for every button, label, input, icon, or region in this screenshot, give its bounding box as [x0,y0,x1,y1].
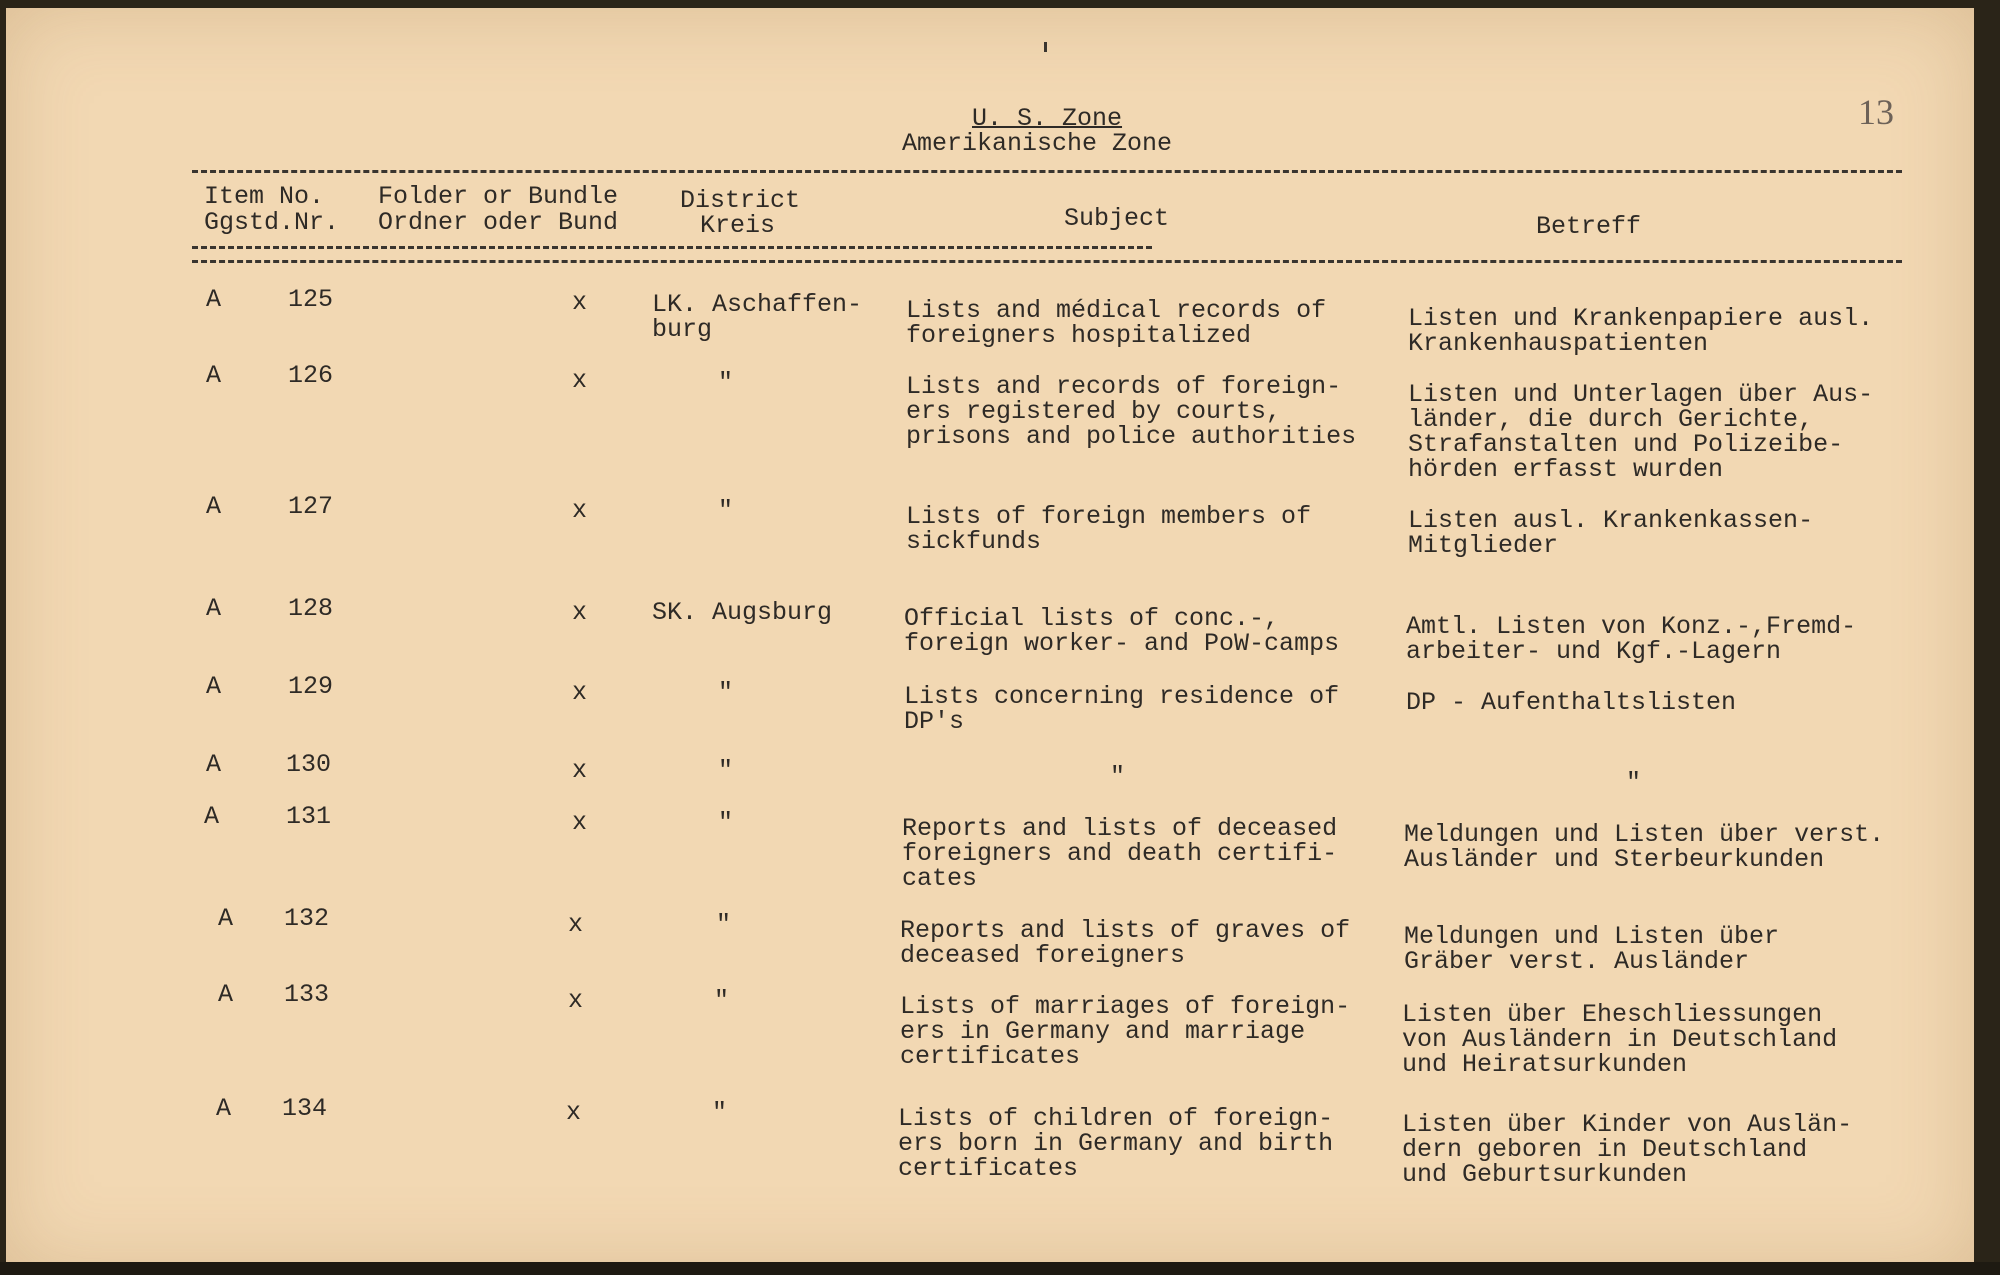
row-bundle-mark: x [566,1098,582,1127]
row-district: " [718,368,734,397]
column-district-en: District [680,186,801,215]
row-prefix: A [218,904,234,933]
row-number: 132 [284,904,330,933]
row-subject: " [1110,762,1126,791]
row-subject: Reports and lists of graves of deceased foreigners [900,916,1351,970]
row-subject: Lists of children of foreign- ers born in Germany and birth certificates [898,1104,1334,1183]
row-district: " [712,1098,728,1127]
row-betreff: Listen über Eheschliessungen von Ausländern in Deutschland und Heiratsurkunden [1402,1000,1838,1079]
row-betreff: Listen über Kinder von Auslän- dern geboren in Deutschland und Geburtsurkunden [1402,1110,1853,1189]
row-subject: Lists of foreign members of sickfunds [906,502,1312,556]
row-prefix: A [206,361,222,390]
row-district: SK. Augsburg [652,598,833,627]
row-betreff: Amtl. Listen von Konz.-,Fremd- arbeiter- und Kgf.-Lagern [1406,612,1857,666]
row-subject: Lists of marriages of foreign- ers in Germany and marriage certificates [900,992,1351,1071]
row-bundle-mark: x [568,910,584,939]
header-rule-top [192,170,1902,173]
row-district: " [718,756,734,785]
zone-title-de: Amerikanische Zone [902,129,1173,158]
row-prefix: A [206,594,222,623]
column-item-en: Item No. [204,182,325,211]
row-betreff: Listen und Unterlagen über Aus- länder, die durch Gerichte, Strafanstalten und Polizeibe- hörden erfasst wurden [1408,380,1874,484]
column-subject: Subject [1064,204,1170,233]
zone-title-en: U. S. Zone [972,104,1123,133]
row-district: " [716,910,732,939]
row-number: 127 [288,492,334,521]
row-betreff: Listen und Krankenpapiere ausl. Krankenhauspatienten [1408,304,1874,358]
header-rule-bottom [192,260,1902,263]
row-subject: Lists concerning residence of DP's [904,682,1340,736]
page-edge-shadow [0,1262,2000,1275]
row-district: " [718,808,734,837]
row-betreff: Meldungen und Listen über verst. Ausländer und Sterbeurkunden [1404,820,1885,874]
row-number: 128 [288,594,334,623]
row-subject: Lists and records of foreign- ers registered by courts, prisons and police authorities [906,372,1357,451]
row-prefix: A [206,750,222,779]
row-betreff: Listen ausl. Krankenkassen- Mitglieder [1408,506,1814,560]
row-bundle-mark: x [572,496,588,525]
row-subject: Reports and lists of deceased foreigners and death certifi- cates [902,814,1338,893]
column-item-de: Ggstd.Nr. [204,208,340,237]
row-prefix: A [218,980,234,1009]
row-bundle-mark: x [572,366,588,395]
row-bundle-mark: x [568,986,584,1015]
row-betreff: DP - Aufenthaltslisten [1406,688,1737,717]
column-district-de: Kreis [700,211,776,240]
row-number: 130 [286,750,332,779]
row-prefix: A [204,802,220,831]
row-bundle-mark: x [572,678,588,707]
column-folder-de: Ordner oder Bund [378,208,619,237]
row-number: 125 [288,285,334,314]
row-prefix: A [206,492,222,521]
row-prefix: A [216,1094,232,1123]
row-bundle-mark: x [572,808,588,837]
row-subject: Official lists of conc.-, foreign worker- and PoW-camps [904,604,1340,658]
row-number: 126 [288,361,334,390]
row-number: 129 [288,672,334,701]
row-bundle-mark: x [572,288,588,317]
row-number: 131 [286,802,332,831]
column-betreff: Betreff [1536,212,1642,241]
row-district: " [714,986,730,1015]
row-betreff: " [1626,768,1642,797]
row-subject: Lists and médical records of foreigners hospitalized [906,296,1327,350]
document-page [6,8,1974,1270]
row-prefix: A [206,672,222,701]
header-rule-mid [192,246,1152,249]
row-district: " [718,496,734,525]
row-district: " [718,678,734,707]
row-bundle-mark: x [572,598,588,627]
row-number: 134 [282,1094,328,1123]
row-district: LK. Aschaffen- burg [652,290,863,344]
column-folder-en: Folder or Bundle [378,182,619,211]
row-prefix: A [206,285,222,314]
row-number: 133 [284,980,330,1009]
row-betreff: Meldungen und Listen über Gräber verst. Ausländer [1404,922,1780,976]
stray-mark [1044,42,1047,52]
row-bundle-mark: x [572,756,588,785]
page-number: 13 [1858,92,1894,132]
